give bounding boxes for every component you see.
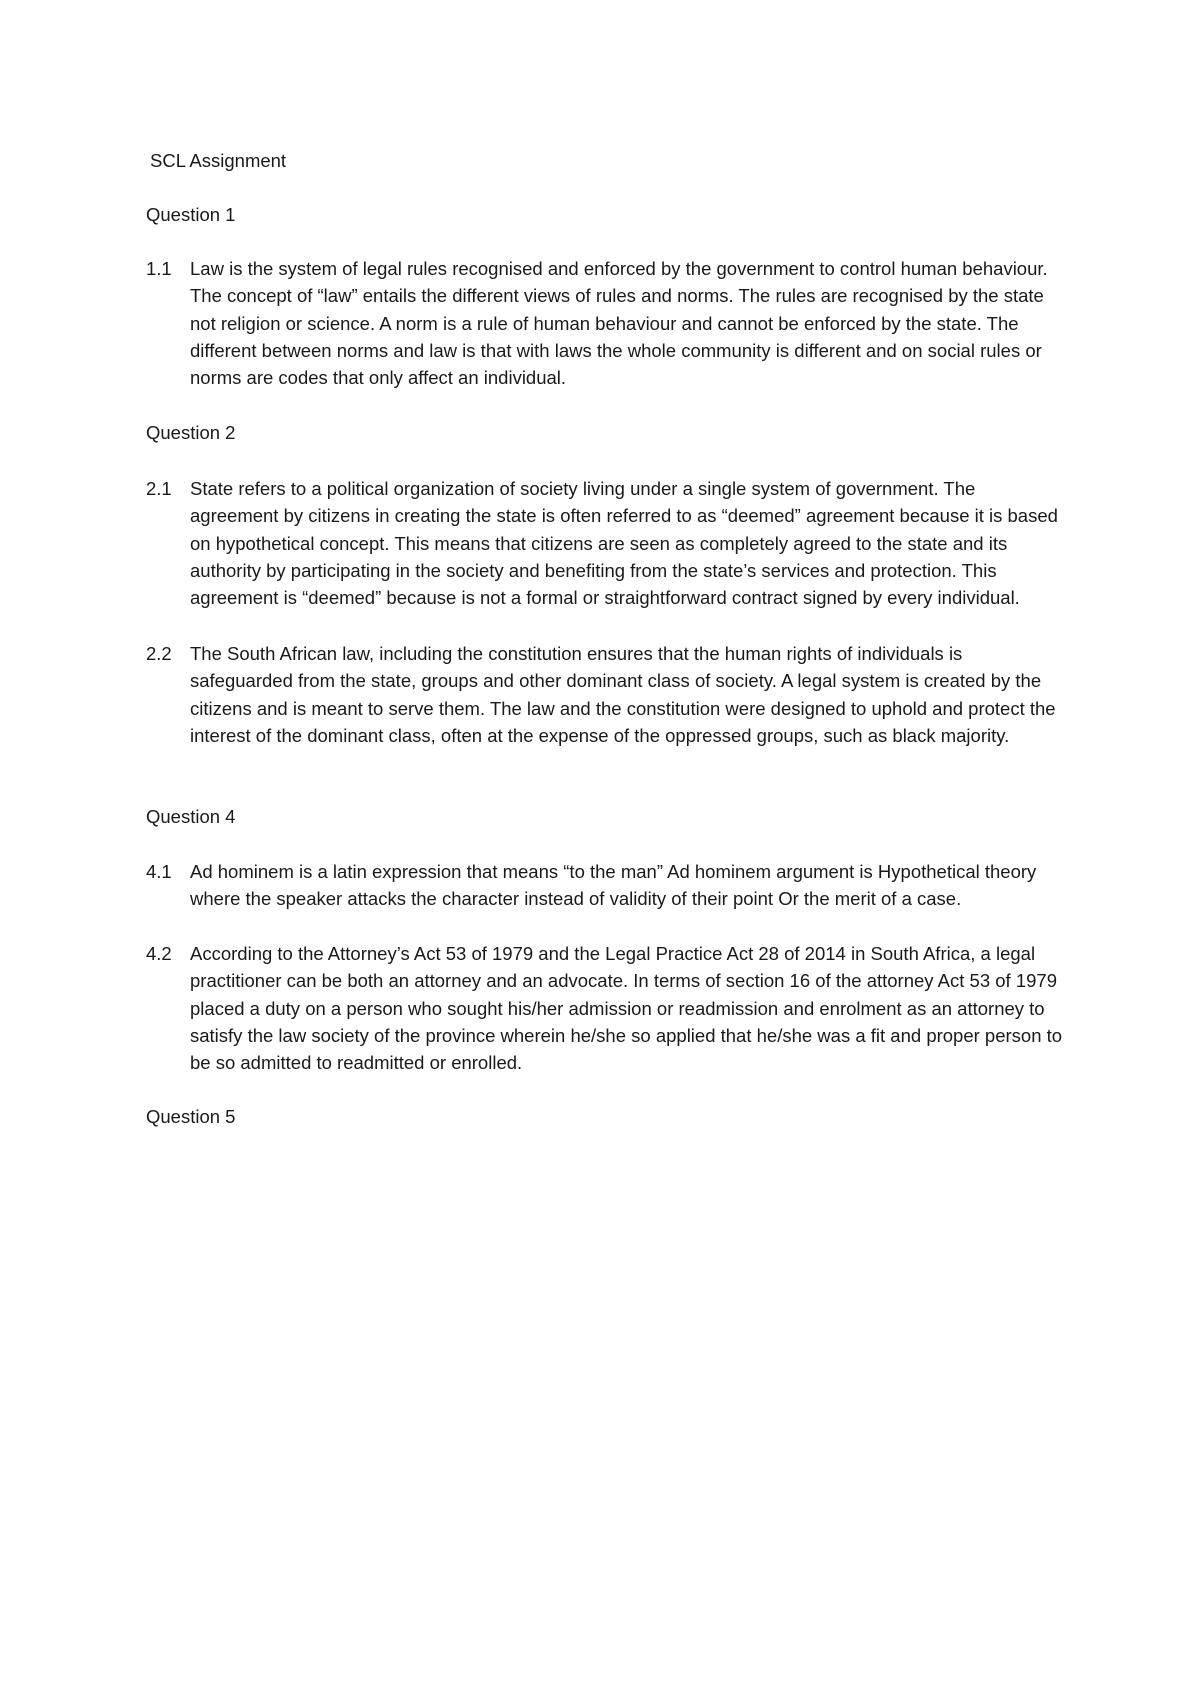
- answer-number: 2.2: [146, 643, 172, 664]
- answer-number: 4.2: [146, 943, 172, 964]
- answer-number: 4.1: [146, 861, 172, 882]
- answer-text: Law is the system of legal rules recognised and enforced by the government to control human behaviour. The concept of “law” entails the different views of rules and norms. The rules are recognised by the state not religion or science. A norm is a rule of human behaviour and cannot be enforced by the state. The different between norms and law is that with laws the whole community is different and on social rules or norms are codes that only affect an individual.: [190, 258, 1048, 389]
- answer-number: 2.1: [146, 478, 172, 499]
- answer-item-4-2: [146, 940, 1066, 1076]
- answer-text: According to the Attorney’s Act 53 of 1979 and the Legal Practice Act 28 of 2014 in South Africa, a legal practitioner can be both an attorney and an advocate. In terms of section 16 of the attorney Act 53 of 1979 placed a duty on a person who sought his/her admission or readmission and enrolment as an attorney to satisfy the law society of the province wherein he/she so applied that he/she was a fit and proper person to be so admitted to readmitted or enrolled.: [190, 943, 1063, 1074]
- answer-text: State refers to a political organization of society living under a single system of government. The agreement by citizens in creating the state is often referred to as “deemed” agreement because it is based on hypothetical concept. This means that citizens are seen as completely agreed to the state and its authority by participating in the society and benefiting from the state’s services and protection. This agreement is “deemed” because is not a formal or straightforward contract signed by every individual.: [190, 478, 1058, 609]
- answer-text: The South African law, including the constitution ensures that the human rights of individuals is safeguarded from the state, groups and other dominant class of society. A legal system is created by the citizens and is meant to serve them. The law and the constitution were designed to uphold and protect the interest of the dominant class, often at the expense of the oppressed groups, such as black majority.: [190, 643, 1056, 746]
- question-4-heading: Question 4: [146, 806, 236, 827]
- answer-item-2-1: [146, 475, 1066, 611]
- answer-item-2-2: [146, 640, 1066, 749]
- question-2-heading: Question 2: [146, 422, 236, 443]
- answer-number: 1.1: [146, 258, 172, 279]
- answer-text: Ad hominem is a latin expression that means “to the man” Ad hominem argument is Hypothetical theory where the speaker attacks the character instead of validity of their point Or the merit of a case.: [190, 861, 1037, 910]
- answer-item-1-1: [146, 255, 1066, 391]
- answer-item-4-1: [146, 858, 1066, 913]
- question-1-heading: Question 1: [146, 204, 236, 225]
- document-title: SCL Assignment: [150, 150, 287, 171]
- question-5-heading: Question 5: [146, 1106, 236, 1127]
